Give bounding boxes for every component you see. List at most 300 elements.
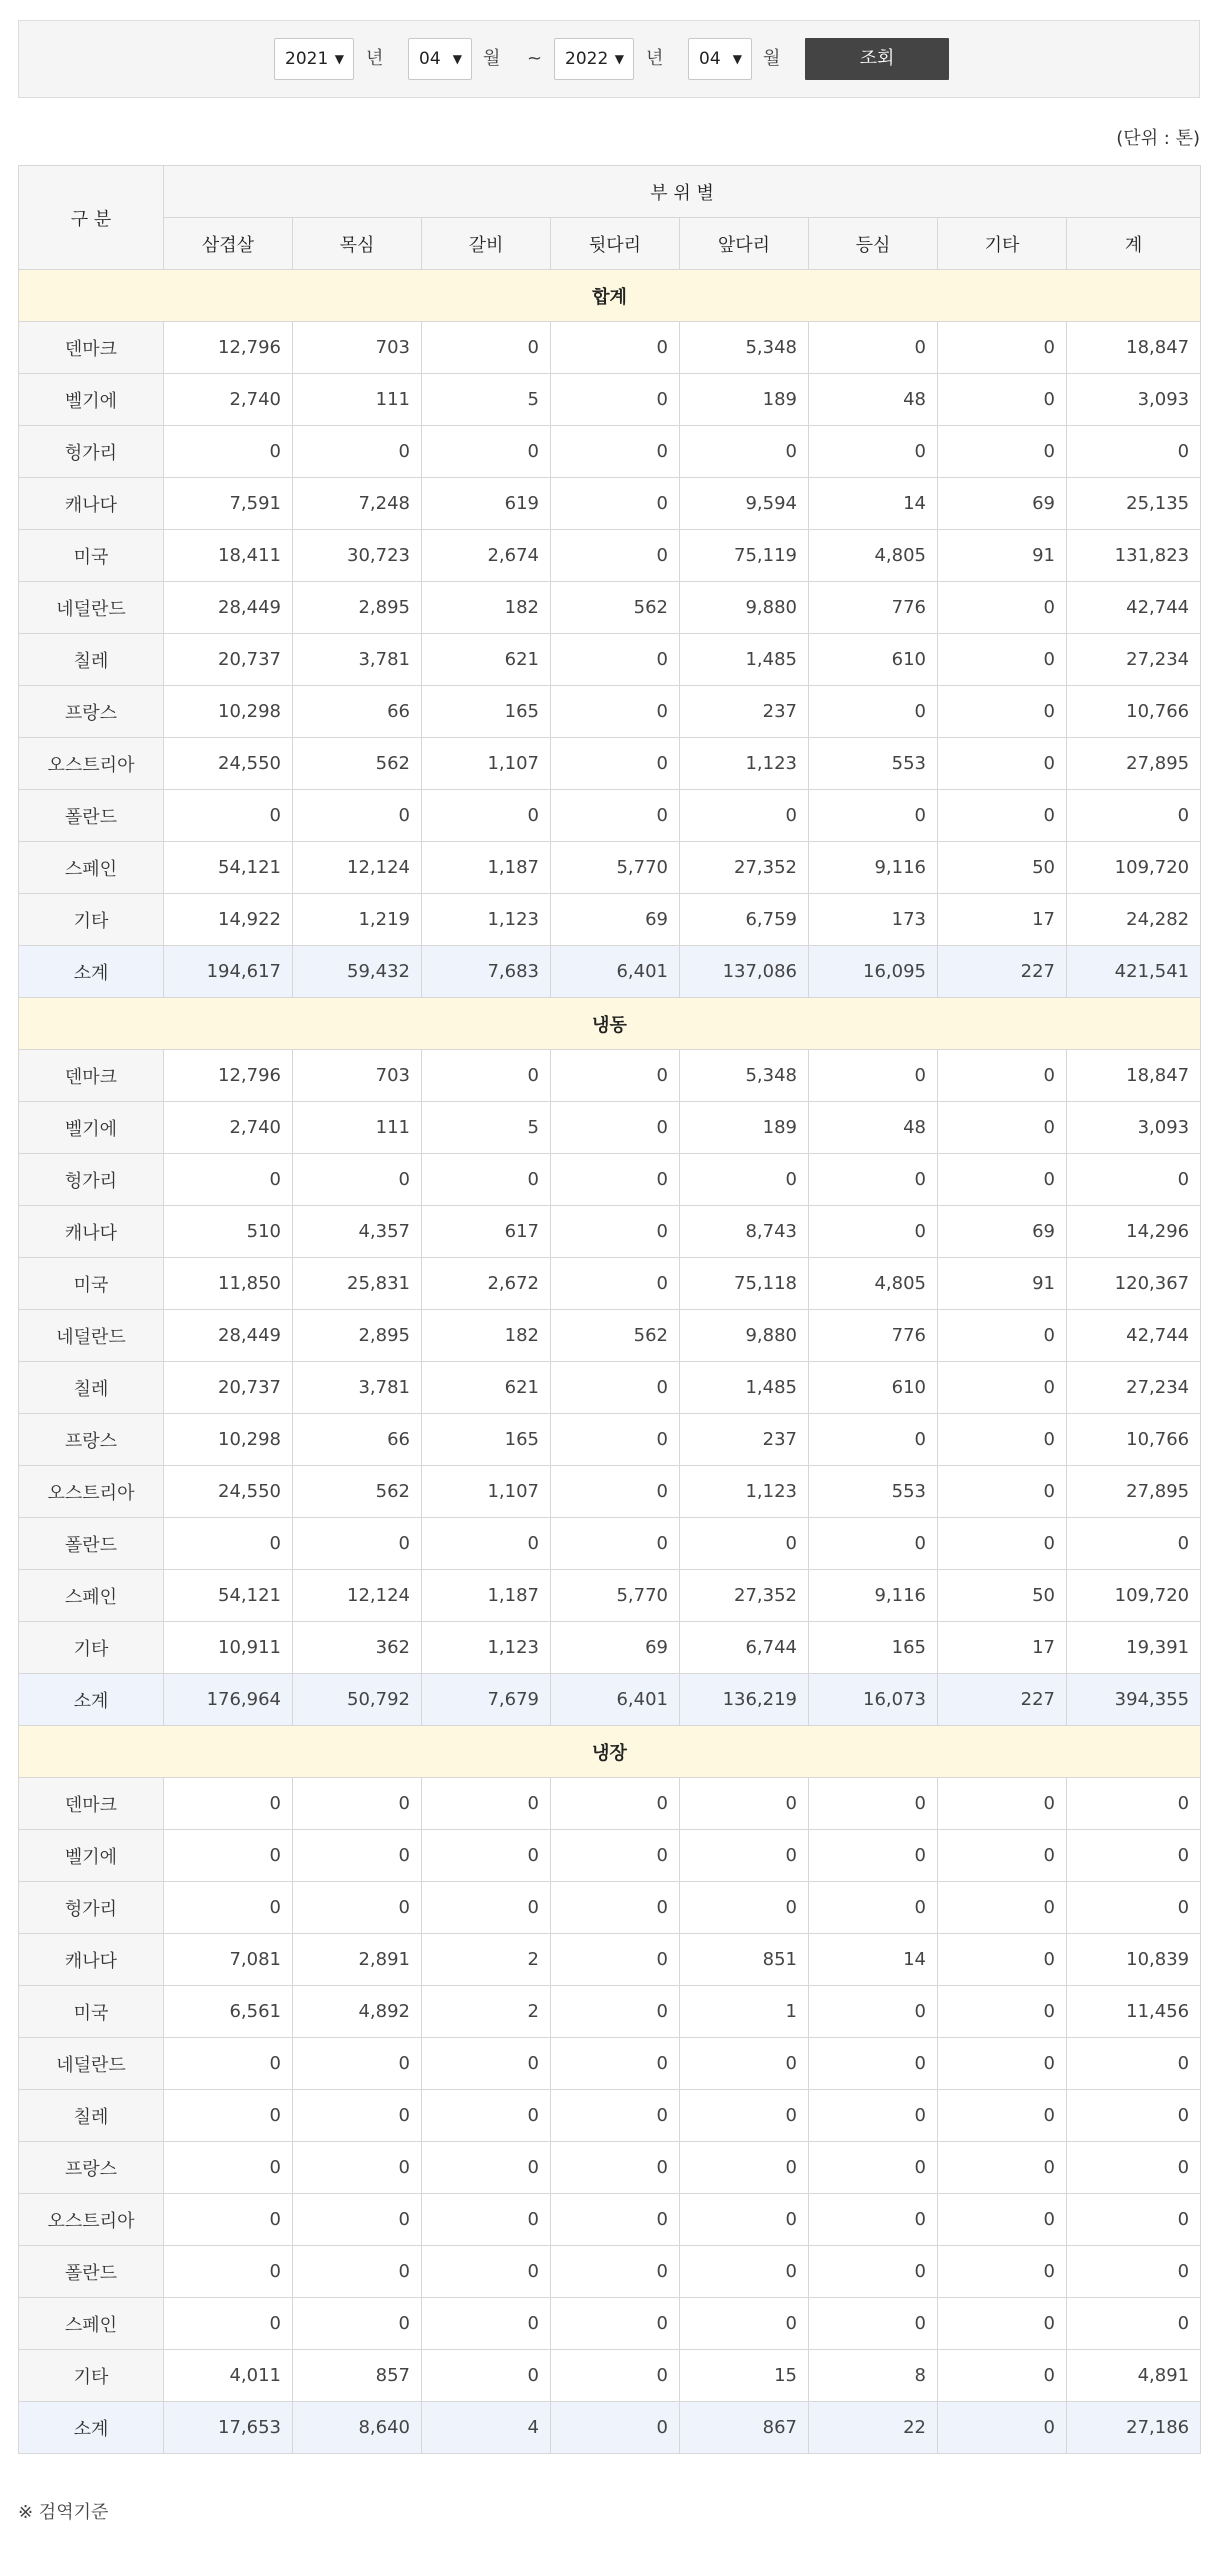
value-cell: 1 (680, 1986, 809, 2038)
value-cell: 0 (551, 1934, 680, 1986)
value-cell: 553 (809, 1466, 938, 1518)
table-row (19, 2090, 1201, 2142)
value-cell: 0 (293, 1882, 422, 1934)
table-row (19, 790, 1201, 842)
country-name: 오스트리아 (19, 738, 164, 790)
value-cell: 0 (293, 2142, 422, 2194)
value-cell: 5,348 (680, 322, 809, 374)
table-row (19, 1986, 1201, 2038)
value-cell: 0 (809, 2194, 938, 2246)
value-cell: 75,118 (680, 1258, 809, 1310)
value-cell: 394,355 (1067, 1674, 1201, 1726)
value-cell: 75,119 (680, 530, 809, 582)
value-cell: 0 (164, 1518, 293, 1570)
table-row (19, 1518, 1201, 1570)
table-row (19, 2038, 1201, 2090)
value-cell: 776 (809, 1310, 938, 1362)
value-cell: 2,740 (164, 1102, 293, 1154)
value-cell: 54,121 (164, 842, 293, 894)
country-name: 미국 (19, 1258, 164, 1310)
value-cell: 0 (680, 1778, 809, 1830)
value-cell: 2,674 (422, 530, 551, 582)
value-cell: 0 (1067, 2194, 1201, 2246)
value-cell: 5 (422, 374, 551, 426)
value-cell: 562 (551, 582, 680, 634)
value-cell: 9,594 (680, 478, 809, 530)
table-row (19, 2142, 1201, 2194)
table-row (19, 1050, 1201, 1102)
value-cell: 20,737 (164, 634, 293, 686)
value-cell: 0 (551, 1986, 680, 2038)
value-cell: 553 (809, 738, 938, 790)
value-cell: 9,880 (680, 582, 809, 634)
value-cell: 0 (293, 1830, 422, 1882)
start-year-value: 2021 (285, 49, 329, 69)
value-cell: 0 (551, 374, 680, 426)
footnote: ※ 검역기준 (18, 2502, 109, 2523)
value-cell: 0 (551, 1830, 680, 1882)
country-name: 칠레 (19, 1362, 164, 1414)
value-cell: 10,298 (164, 686, 293, 738)
value-cell: 562 (551, 1310, 680, 1362)
end-month-value: 04 (699, 49, 721, 69)
country-name: 벨기에 (19, 374, 164, 426)
category-header: 구 분 (19, 166, 164, 270)
value-cell: 0 (551, 790, 680, 842)
value-cell: 0 (938, 1466, 1067, 1518)
country-name: 미국 (19, 530, 164, 582)
value-cell: 3,093 (1067, 374, 1201, 426)
chevron-down-icon: ▼ (732, 52, 742, 66)
value-cell: 2 (422, 1986, 551, 2038)
value-cell: 91 (938, 530, 1067, 582)
value-cell: 0 (551, 1050, 680, 1102)
value-cell: 109,720 (1067, 842, 1201, 894)
table-row (19, 1622, 1201, 1674)
search-button[interactable]: 조회 (805, 38, 949, 80)
value-cell: 0 (422, 2038, 551, 2090)
column-header: 삼겹살 (164, 218, 293, 270)
table-row (19, 2194, 1201, 2246)
value-cell: 3,781 (293, 634, 422, 686)
table-row (19, 686, 1201, 738)
section-header-row (19, 1726, 1201, 1778)
value-cell: 0 (938, 686, 1067, 738)
value-cell: 0 (809, 1986, 938, 2038)
value-cell: 857 (293, 2350, 422, 2402)
value-cell: 8 (809, 2350, 938, 2402)
value-cell: 5,770 (551, 842, 680, 894)
value-cell: 0 (809, 322, 938, 374)
value-cell: 0 (938, 1778, 1067, 1830)
table-row (19, 478, 1201, 530)
value-cell: 137,086 (680, 946, 809, 998)
value-cell: 0 (422, 2350, 551, 2402)
value-cell: 66 (293, 1414, 422, 1466)
value-cell: 0 (551, 634, 680, 686)
country-name: 스페인 (19, 1570, 164, 1622)
value-cell: 0 (551, 2246, 680, 2298)
subtotal-row (19, 946, 1201, 998)
value-cell: 0 (422, 1778, 551, 1830)
value-cell: 0 (809, 1050, 938, 1102)
value-cell: 0 (422, 2090, 551, 2142)
value-cell: 0 (1067, 1882, 1201, 1934)
value-cell: 0 (809, 1830, 938, 1882)
value-cell: 0 (938, 1986, 1067, 2038)
value-cell: 12,124 (293, 1570, 422, 1622)
value-cell: 0 (293, 426, 422, 478)
value-cell: 2,740 (164, 374, 293, 426)
value-cell: 0 (680, 2142, 809, 2194)
value-cell: 7,591 (164, 478, 293, 530)
end-month-unit: 월 (763, 48, 781, 69)
value-cell: 0 (680, 2194, 809, 2246)
value-cell: 9,116 (809, 842, 938, 894)
value-cell: 0 (164, 2194, 293, 2246)
value-cell: 0 (551, 1414, 680, 1466)
value-cell: 0 (680, 1882, 809, 1934)
value-cell: 0 (938, 2246, 1067, 2298)
value-cell: 617 (422, 1206, 551, 1258)
value-cell: 10,839 (1067, 1934, 1201, 1986)
value-cell: 4,011 (164, 2350, 293, 2402)
value-cell: 4,891 (1067, 2350, 1201, 2402)
start-year-select[interactable] (274, 38, 354, 80)
value-cell: 17,653 (164, 2402, 293, 2454)
column-header: 목심 (293, 218, 422, 270)
unit-label: (단위 : 톤) (1116, 128, 1200, 149)
value-cell: 69 (938, 478, 1067, 530)
value-cell: 12,796 (164, 1050, 293, 1102)
end-year-unit: 년 (646, 48, 664, 69)
value-cell: 0 (1067, 1830, 1201, 1882)
country-name: 오스트리아 (19, 1466, 164, 1518)
value-cell: 2 (422, 1934, 551, 1986)
start-month-unit: 월 (483, 48, 501, 69)
table-row (19, 1934, 1201, 1986)
value-cell: 18,847 (1067, 1050, 1201, 1102)
value-cell: 0 (422, 1882, 551, 1934)
value-cell: 0 (809, 426, 938, 478)
value-cell: 0 (551, 738, 680, 790)
value-cell: 0 (809, 1414, 938, 1466)
value-cell: 48 (809, 1102, 938, 1154)
value-cell: 0 (422, 2194, 551, 2246)
value-cell: 4,805 (809, 1258, 938, 1310)
value-cell: 182 (422, 1310, 551, 1362)
value-cell: 0 (938, 634, 1067, 686)
value-cell: 1,107 (422, 1466, 551, 1518)
value-cell: 0 (938, 374, 1067, 426)
value-cell: 0 (422, 1154, 551, 1206)
value-cell: 12,796 (164, 322, 293, 374)
value-cell: 9,116 (809, 1570, 938, 1622)
value-cell: 0 (680, 1830, 809, 1882)
value-cell: 0 (809, 2038, 938, 2090)
value-cell: 50,792 (293, 1674, 422, 1726)
value-cell: 10,766 (1067, 686, 1201, 738)
value-cell: 0 (551, 1466, 680, 1518)
value-cell: 0 (551, 322, 680, 374)
value-cell: 22 (809, 2402, 938, 2454)
value-cell: 0 (938, 790, 1067, 842)
value-cell: 165 (422, 1414, 551, 1466)
value-cell: 24,550 (164, 738, 293, 790)
value-cell: 111 (293, 1102, 422, 1154)
section-title: 냉동 (19, 998, 1201, 1050)
value-cell: 562 (293, 1466, 422, 1518)
country-name: 기타 (19, 894, 164, 946)
value-cell: 562 (293, 738, 422, 790)
value-cell: 0 (809, 1154, 938, 1206)
range-separator: ~ (527, 48, 543, 69)
value-cell: 0 (551, 1206, 680, 1258)
chevron-down-icon: ▼ (452, 52, 462, 66)
value-cell: 1,485 (680, 634, 809, 686)
country-name: 폴란드 (19, 2246, 164, 2298)
value-cell: 237 (680, 686, 809, 738)
value-cell: 14 (809, 1934, 938, 1986)
value-cell: 0 (164, 2142, 293, 2194)
value-cell: 1,123 (422, 894, 551, 946)
country-name: 오스트리아 (19, 2194, 164, 2246)
value-cell: 18,847 (1067, 322, 1201, 374)
country-name: 프랑스 (19, 2142, 164, 2194)
value-cell: 0 (551, 1154, 680, 1206)
table-row (19, 842, 1201, 894)
value-cell: 0 (551, 530, 680, 582)
value-cell: 4,357 (293, 1206, 422, 1258)
value-cell: 27,895 (1067, 738, 1201, 790)
value-cell: 27,352 (680, 1570, 809, 1622)
value-cell: 0 (938, 1362, 1067, 1414)
value-cell: 20,737 (164, 1362, 293, 1414)
value-cell: 0 (938, 1882, 1067, 1934)
value-cell: 0 (680, 2090, 809, 2142)
value-cell: 59,432 (293, 946, 422, 998)
value-cell: 0 (164, 1830, 293, 1882)
table-row (19, 634, 1201, 686)
value-cell: 27,895 (1067, 1466, 1201, 1518)
search-form (18, 20, 1200, 98)
value-cell: 16,073 (809, 1674, 938, 1726)
end-month-select[interactable] (688, 38, 752, 80)
value-cell: 0 (938, 1414, 1067, 1466)
country-name: 프랑스 (19, 1414, 164, 1466)
table-row (19, 894, 1201, 946)
value-cell: 703 (293, 322, 422, 374)
value-cell: 0 (551, 1102, 680, 1154)
country-name: 소계 (19, 946, 164, 998)
value-cell: 4,892 (293, 1986, 422, 2038)
start-month-value: 04 (419, 49, 441, 69)
value-cell: 0 (164, 2038, 293, 2090)
value-cell: 18,411 (164, 530, 293, 582)
value-cell: 24,550 (164, 1466, 293, 1518)
value-cell: 0 (551, 1518, 680, 1570)
country-name: 네덜란드 (19, 1310, 164, 1362)
value-cell: 173 (809, 894, 938, 946)
value-cell: 0 (809, 1518, 938, 1570)
value-cell: 237 (680, 1414, 809, 1466)
country-name: 칠레 (19, 2090, 164, 2142)
table-row (19, 1154, 1201, 1206)
value-cell: 6,401 (551, 946, 680, 998)
table-row (19, 1362, 1201, 1414)
value-cell: 0 (551, 2090, 680, 2142)
country-name: 기타 (19, 1622, 164, 1674)
value-cell: 851 (680, 1934, 809, 1986)
value-cell: 0 (422, 1830, 551, 1882)
table-row (19, 1882, 1201, 1934)
table-row (19, 1830, 1201, 1882)
value-cell: 12,124 (293, 842, 422, 894)
value-cell: 11,456 (1067, 1986, 1201, 2038)
value-cell: 0 (809, 1778, 938, 1830)
section-title: 합계 (19, 270, 1201, 322)
table-row (19, 2246, 1201, 2298)
country-name: 미국 (19, 1986, 164, 2038)
value-cell: 0 (164, 790, 293, 842)
value-cell: 0 (938, 1830, 1067, 1882)
country-name: 프랑스 (19, 686, 164, 738)
value-cell: 7,679 (422, 1674, 551, 1726)
table-row (19, 582, 1201, 634)
value-cell: 0 (551, 2298, 680, 2350)
value-cell: 621 (422, 634, 551, 686)
value-cell: 25,135 (1067, 478, 1201, 530)
value-cell: 27,234 (1067, 1362, 1201, 1414)
value-cell: 867 (680, 2402, 809, 2454)
value-cell: 0 (680, 426, 809, 478)
start-month-select[interactable] (408, 38, 472, 80)
value-cell: 0 (164, 426, 293, 478)
value-cell: 1,123 (680, 1466, 809, 1518)
value-cell: 0 (293, 2298, 422, 2350)
value-cell: 227 (938, 946, 1067, 998)
value-cell: 14 (809, 478, 938, 530)
value-cell: 1,187 (422, 842, 551, 894)
value-cell: 54,121 (164, 1570, 293, 1622)
value-cell: 0 (164, 1882, 293, 1934)
value-cell: 0 (938, 2090, 1067, 2142)
country-name: 폴란드 (19, 790, 164, 842)
value-cell: 42,744 (1067, 582, 1201, 634)
subtotal-row (19, 2402, 1201, 2454)
end-year-select[interactable] (554, 38, 634, 80)
value-cell: 69 (938, 1206, 1067, 1258)
value-cell: 8,640 (293, 2402, 422, 2454)
value-cell: 4,805 (809, 530, 938, 582)
value-cell: 0 (938, 322, 1067, 374)
value-cell: 0 (809, 790, 938, 842)
value-cell: 16,095 (809, 946, 938, 998)
value-cell: 11,850 (164, 1258, 293, 1310)
value-cell: 0 (938, 1518, 1067, 1570)
value-cell: 0 (551, 2194, 680, 2246)
value-cell: 91 (938, 1258, 1067, 1310)
value-cell: 0 (809, 1206, 938, 1258)
value-cell: 0 (938, 1154, 1067, 1206)
value-cell: 0 (551, 1882, 680, 1934)
table-body (19, 270, 1201, 2454)
table-row (19, 1102, 1201, 1154)
value-cell: 2,891 (293, 1934, 422, 1986)
value-cell: 0 (938, 1050, 1067, 1102)
value-cell: 42,744 (1067, 1310, 1201, 1362)
import-table (18, 165, 1201, 2454)
table-row (19, 1778, 1201, 1830)
value-cell: 0 (1067, 2038, 1201, 2090)
value-cell: 0 (293, 2246, 422, 2298)
value-cell: 9,880 (680, 1310, 809, 1362)
column-header: 계 (1067, 218, 1201, 270)
value-cell: 50 (938, 842, 1067, 894)
value-cell: 776 (809, 582, 938, 634)
country-name: 소계 (19, 2402, 164, 2454)
chevron-down-icon: ▼ (614, 52, 624, 66)
value-cell: 1,219 (293, 894, 422, 946)
value-cell: 28,449 (164, 582, 293, 634)
value-cell: 0 (422, 1518, 551, 1570)
value-cell: 0 (938, 1934, 1067, 1986)
value-cell: 0 (551, 2142, 680, 2194)
value-cell: 6,401 (551, 1674, 680, 1726)
value-cell: 0 (293, 1778, 422, 1830)
value-cell: 69 (551, 894, 680, 946)
value-cell: 0 (938, 738, 1067, 790)
value-cell: 0 (164, 2090, 293, 2142)
value-cell: 0 (422, 426, 551, 478)
value-cell: 0 (1067, 426, 1201, 478)
value-cell: 7,081 (164, 1934, 293, 1986)
value-cell: 7,248 (293, 478, 422, 530)
value-cell: 50 (938, 1570, 1067, 1622)
value-cell: 109,720 (1067, 1570, 1201, 1622)
value-cell: 0 (938, 1310, 1067, 1362)
value-cell: 1,485 (680, 1362, 809, 1414)
value-cell: 27,234 (1067, 634, 1201, 686)
value-cell: 8,743 (680, 1206, 809, 1258)
value-cell: 0 (164, 2246, 293, 2298)
value-cell: 621 (422, 1362, 551, 1414)
value-cell: 0 (1067, 2142, 1201, 2194)
country-name: 캐나다 (19, 1934, 164, 1986)
value-cell: 120,367 (1067, 1258, 1201, 1310)
column-header: 앞다리 (680, 218, 809, 270)
value-cell: 1,123 (680, 738, 809, 790)
column-header: 갈비 (422, 218, 551, 270)
table-row (19, 738, 1201, 790)
value-cell: 3,781 (293, 1362, 422, 1414)
value-cell: 0 (1067, 1518, 1201, 1570)
value-cell: 27,186 (1067, 2402, 1201, 2454)
value-cell: 30,723 (293, 530, 422, 582)
value-cell: 14,296 (1067, 1206, 1201, 1258)
value-cell: 10,298 (164, 1414, 293, 1466)
parts-header: 부 위 별 (164, 166, 1201, 218)
table-row (19, 426, 1201, 478)
value-cell: 0 (422, 2142, 551, 2194)
value-cell: 0 (938, 2142, 1067, 2194)
end-year-value: 2022 (565, 49, 609, 69)
value-cell: 0 (938, 2402, 1067, 2454)
value-cell: 0 (1067, 2090, 1201, 2142)
value-cell: 0 (680, 2038, 809, 2090)
value-cell: 0 (680, 790, 809, 842)
country-name: 벨기에 (19, 1830, 164, 1882)
